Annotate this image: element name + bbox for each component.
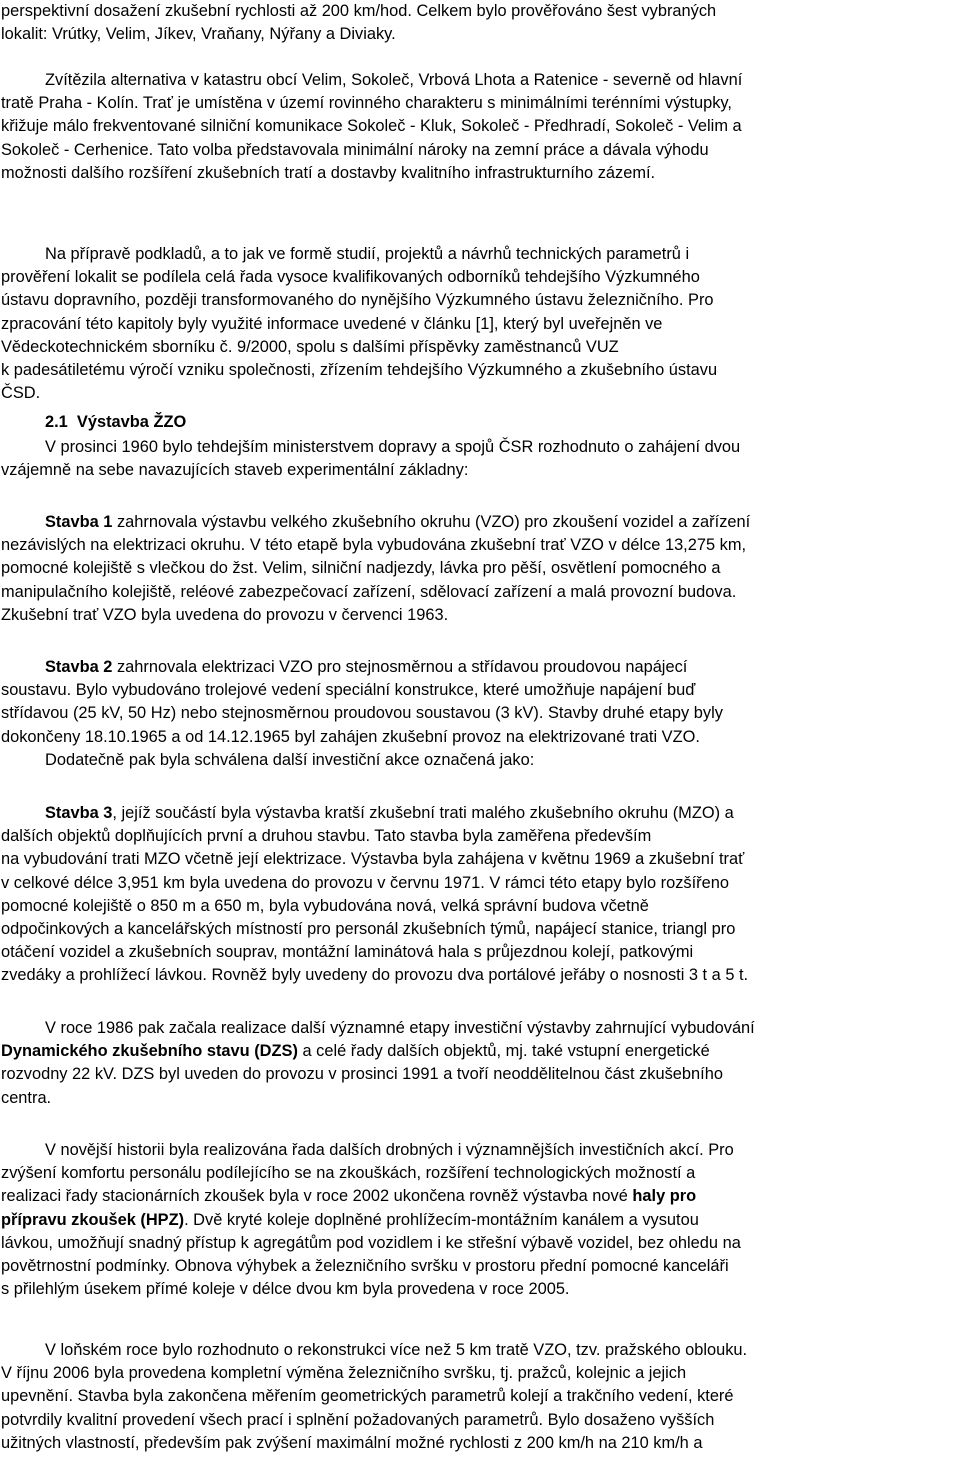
text-line: možnosti dalšího rozšíření zkušebních tratí a dostavby kvalitního infrastrukturního zázemí. [1,163,656,182]
paragraph-preparation [1,243,958,405]
text-line: Zkušební trať VZO byla uvedena do provozu v červenci 1963. [1,605,449,624]
text-line: zvedáky a prohlížecí lávkou. Rovněž byly uvedeny do provozu dva portálové jeřáby o nosnosti 3 t a 5 t. [1,966,749,985]
text-span: . Dvě kryté koleje doplněné prohlížecím-montážním kanálem a vysutou [184,1210,699,1229]
text-line: vzájemně na sebe navazujících staveb experimentální základny: [1,461,469,480]
text-line: Sokoleč - Cerhenice. Tato volba představovala minimální nároky na zemní práce a dávala výhodu [1,140,709,159]
text-line: prověření lokalit se podílela celá řada vysoce kvalifikovaných odborníků tehdejšího Výzkumného [1,268,700,287]
text-line: s přilehlým úsekem přímé koleje v délce dvou km byla provedena v roce 2005. [1,1280,570,1299]
text-line: Vědeckotechnickém sborníku č. 9/2000, spolu s dalšími příspěvky zaměstnanců VUZ [1,337,619,356]
text-line: křižuje málo frekventované silniční komunikace Sokoleč - Kluk, Sokoleč - Předhradí, Sokoleč - Velim a [1,117,742,136]
text-line: V říjnu 2006 byla provedena kompletní výměna železničního svršku, tj. pražců, kolejnic a jejich [1,1364,687,1383]
stavba-label: Stavba 2 [45,658,113,676]
text-line [1,1040,958,1063]
text-line [1,1185,958,1208]
text-line: užitných vlastností, především pak zvýšení maximální možné rychlosti z 200 km/h na 210 km/h a [1,1433,703,1452]
text-line: V novější historii byla realizována řada dalších drobných i významnějších investičních akcí. Pro [45,1141,734,1159]
text-span: zahrnovala výstavbu velkého zkušebního okruhu (VZO) pro zkoušení vozidel a zařízení [112,513,751,531]
text-line: V loňském roce bylo rozhodnuto o rekonstrukci více než 5 km tratě VZO, tzv. pražského oblouku. [45,1341,748,1359]
text-line: povětrnostní podmínky. Obnova výhybek a železničního svršku v prostoru přední pomocné kanceláři [1,1257,729,1276]
text-line: perspektivní dosažení zkušební rychlosti až 200 km/hod. Celkem bylo prověřováno šest vybraných [1,2,717,20]
text-line: pomocné kolejiště s vlečkou do žst. Velim, silniční nadjezdy, lávka pro pěší, osvětlení pomocného a [1,559,721,578]
text-span: a celé řady dalších objektů, mj. také vstupní energetické [297,1042,710,1061]
text-line: manipulačního kolejiště, reléové zabezpečovací zařízení, sdělovací zařízení a malá provozní budova. [1,582,737,601]
heading-title: Výstavba ŽZO [76,413,187,431]
text-line: Na přípravě podkladů, a to jak ve formě studií, projektů a návrhů technických parametrů i [45,245,690,263]
paragraph-dzs [1,1017,958,1110]
paragraph-stavba-1 [1,511,958,627]
text-line: střídavou (25 kV, 50 Hz) nebo stejnosměrnou proudovou soustavou (3 kV). Stavby druhé etapy byly [1,704,723,723]
text-line: zvýšení komfortu personálu podílejícího se na zkouškách, rozšíření technologických možností a [1,1164,696,1183]
text-line: pomocné kolejiště o 850 m a 650 m, byla vybudována nová, velká správní budova včetně [1,896,649,915]
text-span: zahrnovala elektrizaci VZO pro stejnosměrnou a střídavou proudovou napájecí [112,658,688,676]
text-line: V roce 1986 pak začala realizace další významné etapy investiční výstavby zahrnující vybudování [45,1019,755,1037]
text-line: rozvodny 22 kV. DZS byl uveden do provozu v prosinci 1991 a tvoří neoddělitelnou část zkušebního [1,1065,723,1084]
stavba-label: Stavba 3 [45,804,113,822]
text-line: ČSD. [1,384,41,403]
stavba-label: Stavba 1 [45,513,113,531]
text-line: centra. [1,1088,52,1107]
text-line: zpracování této kapitoly byly využité informace uvedené v článku [1], který byl uveřejněn ve [1,314,663,333]
paragraph-decision [1,436,958,482]
text-line: dokončeny 18.10.1965 a od 14.12.1965 byl zahájen zkušební provoz na elektrizované trati VZO. [1,727,700,746]
text-line: Dodatečně pak byla schválena další investiční akce označená jako: [45,750,535,769]
text-line [1,1209,958,1232]
text-line: lávkou, umožňují snadný přístup k agregátům pod vozidlem i ke střešní výbavě vozidel, bez ohledu na [1,1233,741,1252]
text-line: k padesátiletému výročí vzniku společnosti, zřízením tehdejšího Výzkumného a zkušebního ústavu [1,361,718,380]
paragraph-intro [1,0,958,46]
text-line: odpočinkových a kancelářských místností pro personál zkušebních týmů, napájecí stanice, triangl pro [1,920,736,939]
text-line: otáčení vozidel a zkušebních souprav, montážní laminátová hala s průjezdnou kolejí, patkovými [1,943,694,962]
section-heading [1,411,958,434]
heading-line [1,411,958,434]
text-line: lokalit: Vrútky, Velim, Jíkev, Vraňany, Nýřany a Diviaky. [1,25,396,44]
text-line: Zvítězila alternativa v katastru obcí Velim, Sokoleč, Vrbová Lhota a Ratenice - severně od hlavní [45,71,743,89]
paragraph-recent-history [1,1139,958,1301]
dzs-label: Dynamického zkušebního stavu (DZS) [1,1042,298,1061]
text-line: v celkové délce 3,951 km byla uvedena do provozu v červnu 1971. V rámci této etapy bylo rozšířeno [1,873,729,892]
text-line: V prosinci 1960 bylo tehdejším ministerstvem dopravy a spojů ČSR rozhodnuto o zahájení dvou [45,438,741,456]
heading-number: 2.1 [45,413,68,431]
text-span: realizaci řady stacionárních zkoušek byla v roce 2002 ukončena rovněž výstavba nové [1,1187,633,1206]
hpz-label-part1: haly pro [632,1187,697,1206]
text-line: upevnění. Stavba byla zakončena měřením geometrických parametrů kolejí a trakčního vedení, které [1,1387,734,1406]
text-line [1,656,958,679]
paragraph-stavba-3 [1,802,958,988]
text-span: , jejíž součástí byla výstavba kratší zkušební trati malého zkušebního okruhu (MZO) a [112,804,734,822]
text-line [1,511,958,534]
text-line: ústavu dopravního, později transformovaného do nynějšího Výzkumného ústavu železničního. Pro [1,291,714,310]
text-line: nezávislých na elektrizaci okruhu. V této etapě byla vybudována zkušební trať VZO v délce 13,275 km, [1,536,747,555]
text-line: soustavu. Bylo vybudováno trolejové vedení speciální konstrukce, které umožňuje napájení buď [1,681,696,700]
hpz-label-part2: přípravu zkoušek (HPZ) [1,1210,185,1229]
paragraph-location [1,69,958,185]
text-line: tratě Praha - Kolín. Trať je umístěna v území rovinného charakteru s minimálními terénními výstupky, [1,94,732,113]
paragraph-stavba-2 [1,656,958,772]
text-line: potvrdily kvalitní provedení všech prací i splnění požadovaných parametrů. Bylo dosaženo vyšších [1,1410,715,1429]
text-line: na vybudování trati MZO včetně její elektrizace. Výstavba byla zahájena v květnu 1969 a zkušební trať [1,850,745,869]
paragraph-reconstruction [1,1339,958,1455]
text-line [1,802,958,825]
text-line: dalších objektů doplňujících první a druhou stavbu. Tato stavba byla zaměřena především [1,827,652,846]
